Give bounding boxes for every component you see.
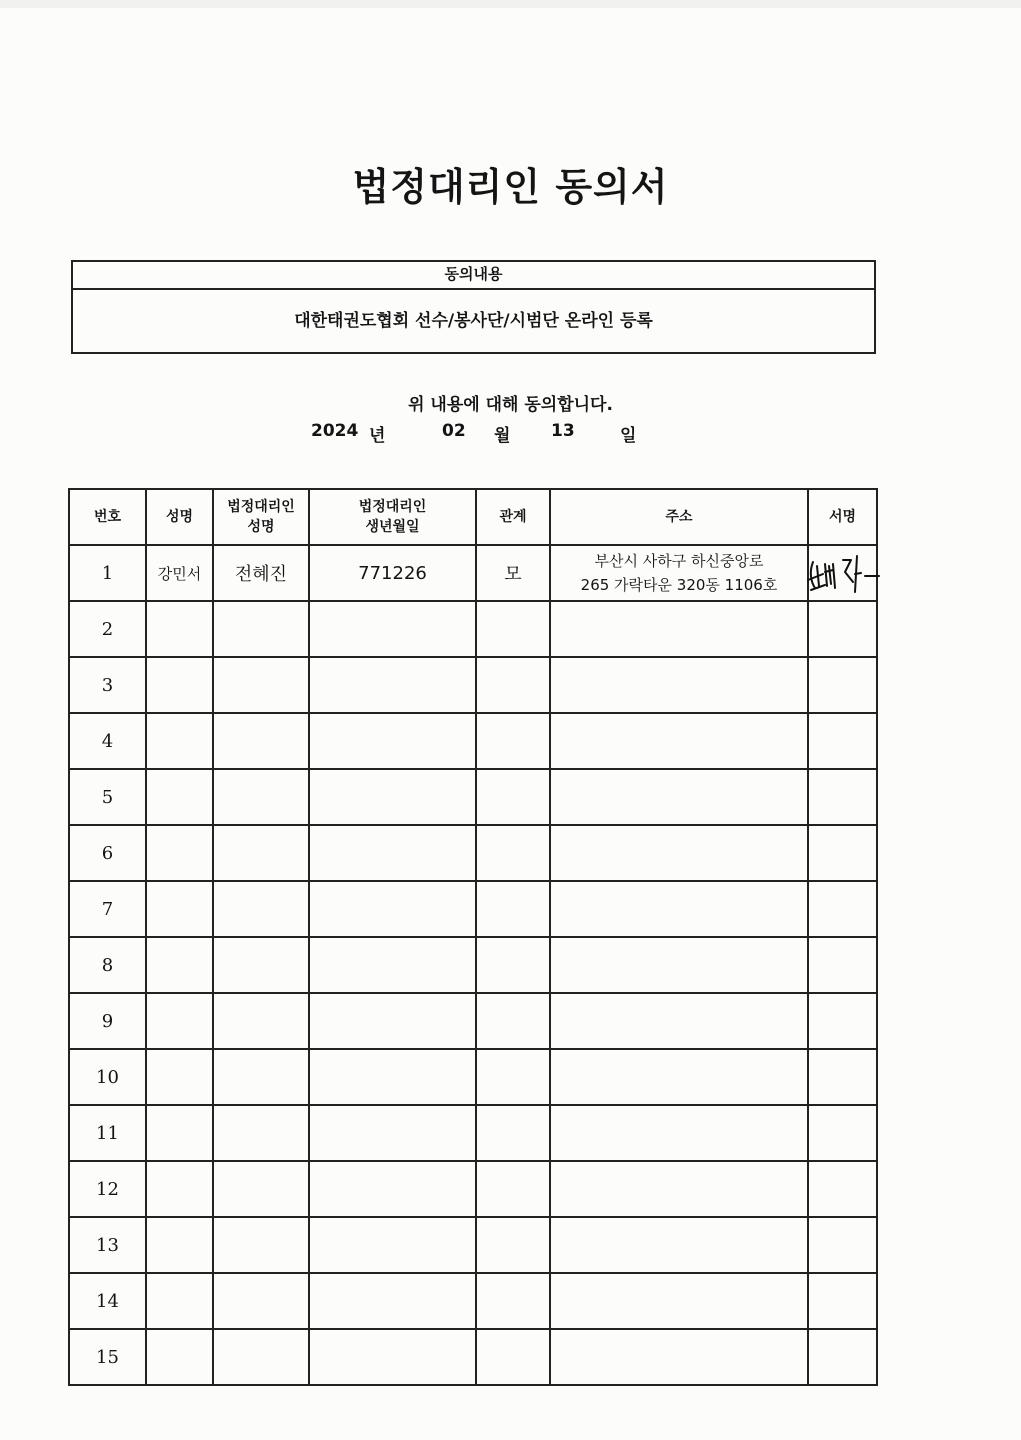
address bbox=[550, 1329, 808, 1385]
guardian-birth bbox=[309, 1273, 476, 1329]
signature-cell bbox=[808, 993, 877, 1049]
header-guardian-name-line1: 법정대리인 bbox=[227, 499, 295, 515]
guardian-birth bbox=[309, 1161, 476, 1217]
relation bbox=[476, 1105, 550, 1161]
page-title: 법정대리인 동의서 bbox=[352, 165, 669, 209]
guardian-birth bbox=[309, 657, 476, 713]
guardian-name bbox=[213, 881, 309, 937]
relation: 모 bbox=[476, 545, 550, 601]
address-line2: 265 가락타운 320동 1106호 bbox=[580, 576, 778, 594]
student-name bbox=[146, 937, 213, 993]
guardian-birth bbox=[309, 1049, 476, 1105]
agreement-statement: 위 내용에 대해 동의합니다. bbox=[408, 395, 613, 415]
guardian-birth: 771226 bbox=[309, 545, 476, 601]
date-month-label: 월 bbox=[494, 426, 511, 446]
row-number: 5 bbox=[69, 769, 146, 825]
header-address: 주소 bbox=[550, 489, 808, 545]
student-name bbox=[146, 713, 213, 769]
guardian-name bbox=[213, 937, 309, 993]
row-number: 9 bbox=[69, 993, 146, 1049]
table-row bbox=[69, 1329, 877, 1385]
table-row bbox=[69, 769, 877, 825]
address bbox=[550, 1049, 808, 1105]
guardian-name bbox=[213, 1161, 309, 1217]
header-guardian-birth bbox=[309, 489, 476, 545]
header-guardian-birth-line1: 법정대리인 bbox=[358, 499, 427, 515]
date-year: 2024 bbox=[311, 421, 359, 441]
student-name bbox=[146, 1049, 213, 1105]
relation bbox=[476, 825, 550, 881]
student-name bbox=[146, 657, 213, 713]
row-number: 6 bbox=[69, 825, 146, 881]
table-row bbox=[69, 1161, 877, 1217]
relation bbox=[476, 993, 550, 1049]
guardian-birth bbox=[309, 601, 476, 657]
student-name bbox=[146, 1105, 213, 1161]
address-line1: 부산시 사하구 하신중앙로 bbox=[594, 552, 764, 570]
relation bbox=[476, 1161, 550, 1217]
relation bbox=[476, 1329, 550, 1385]
address bbox=[550, 1105, 808, 1161]
table-row bbox=[69, 601, 877, 657]
header-no: 번호 bbox=[69, 489, 146, 545]
address bbox=[550, 713, 808, 769]
table-row bbox=[69, 1217, 877, 1273]
row-number: 8 bbox=[69, 937, 146, 993]
consent-header: 동의내용 bbox=[73, 262, 874, 290]
relation bbox=[476, 713, 550, 769]
signature-cell bbox=[808, 937, 877, 993]
header-signature: 서명 bbox=[808, 489, 877, 545]
row-number: 13 bbox=[69, 1217, 146, 1273]
address bbox=[550, 937, 808, 993]
relation bbox=[476, 937, 550, 993]
relation bbox=[476, 1049, 550, 1105]
relation bbox=[476, 601, 550, 657]
signature-cell bbox=[808, 1273, 877, 1329]
guardian-name bbox=[213, 769, 309, 825]
header-name: 성명 bbox=[146, 489, 213, 545]
consent-content-box bbox=[71, 260, 876, 354]
date-month: 02 bbox=[442, 421, 466, 441]
address bbox=[550, 601, 808, 657]
table-row bbox=[69, 657, 877, 713]
header-guardian-name-line2: 성명 bbox=[247, 519, 275, 535]
table-row bbox=[69, 1273, 877, 1329]
address bbox=[550, 657, 808, 713]
guardian-birth bbox=[309, 881, 476, 937]
signature-cell bbox=[808, 825, 877, 881]
guardian-name bbox=[213, 601, 309, 657]
address bbox=[550, 993, 808, 1049]
table-row bbox=[69, 993, 877, 1049]
date-day-label: 일 bbox=[620, 426, 637, 446]
date-year-label: 년 bbox=[369, 426, 386, 446]
signature-cell bbox=[808, 1329, 877, 1385]
row-number: 10 bbox=[69, 1049, 146, 1105]
student-name bbox=[146, 769, 213, 825]
consent-body: 대한태권도협회 선수/봉사단/시범단 온라인 등록 bbox=[294, 311, 653, 331]
signature-cell bbox=[808, 1161, 877, 1217]
row-number: 3 bbox=[69, 657, 146, 713]
guardian-name bbox=[213, 993, 309, 1049]
table-row bbox=[69, 1105, 877, 1161]
guardian-name bbox=[213, 713, 309, 769]
guardian-table bbox=[68, 488, 878, 1386]
row-number: 14 bbox=[69, 1273, 146, 1329]
signature-cell bbox=[808, 657, 877, 713]
signature-icon bbox=[805, 552, 883, 598]
row-number: 2 bbox=[69, 601, 146, 657]
signature-cell bbox=[808, 1049, 877, 1105]
row-number: 1 bbox=[69, 545, 146, 601]
signature-cell bbox=[808, 1217, 877, 1273]
relation bbox=[476, 1273, 550, 1329]
address bbox=[550, 1217, 808, 1273]
signature-cell bbox=[808, 601, 877, 657]
table-row bbox=[69, 825, 877, 881]
guardian-name bbox=[213, 657, 309, 713]
student-name bbox=[146, 1329, 213, 1385]
guardian-birth bbox=[309, 1105, 476, 1161]
relation bbox=[476, 769, 550, 825]
guardian-name: 전혜진 bbox=[213, 545, 309, 601]
table-row bbox=[69, 1049, 877, 1105]
student-name bbox=[146, 881, 213, 937]
guardian-name bbox=[213, 1329, 309, 1385]
student-name bbox=[146, 1273, 213, 1329]
address bbox=[550, 825, 808, 881]
signature-cell bbox=[808, 713, 877, 769]
guardian-birth bbox=[309, 825, 476, 881]
row-number: 4 bbox=[69, 713, 146, 769]
guardian-birth bbox=[309, 937, 476, 993]
guardian-birth bbox=[309, 993, 476, 1049]
guardian-birth bbox=[309, 1217, 476, 1273]
row-number: 11 bbox=[69, 1105, 146, 1161]
student-name bbox=[146, 1217, 213, 1273]
student-name bbox=[146, 601, 213, 657]
address bbox=[550, 1273, 808, 1329]
address bbox=[550, 769, 808, 825]
relation bbox=[476, 881, 550, 937]
guardian-birth bbox=[309, 713, 476, 769]
signature-cell bbox=[808, 545, 877, 601]
header-relation: 관계 bbox=[476, 489, 550, 545]
student-name bbox=[146, 993, 213, 1049]
address bbox=[550, 1161, 808, 1217]
header-guardian-birth-line2: 생년월일 bbox=[365, 519, 420, 535]
student-name bbox=[146, 1161, 213, 1217]
date-day: 13 bbox=[551, 421, 575, 441]
table-row bbox=[69, 713, 877, 769]
signature-cell bbox=[808, 1105, 877, 1161]
row-number: 12 bbox=[69, 1161, 146, 1217]
guardian-name bbox=[213, 1273, 309, 1329]
guardian-name bbox=[213, 1105, 309, 1161]
guardian-name bbox=[213, 1217, 309, 1273]
address bbox=[550, 545, 808, 601]
header-guardian-name bbox=[213, 489, 309, 545]
guardian-birth bbox=[309, 769, 476, 825]
address bbox=[550, 881, 808, 937]
table-header-row bbox=[69, 489, 877, 545]
student-name: 강민서 bbox=[146, 545, 213, 601]
table-row bbox=[69, 545, 877, 601]
table-row bbox=[69, 881, 877, 937]
guardian-name bbox=[213, 1049, 309, 1105]
relation bbox=[476, 1217, 550, 1273]
row-number: 15 bbox=[69, 1329, 146, 1385]
row-number: 7 bbox=[69, 881, 146, 937]
table-row bbox=[69, 937, 877, 993]
guardian-birth bbox=[309, 1329, 476, 1385]
student-name bbox=[146, 825, 213, 881]
guardian-name bbox=[213, 825, 309, 881]
signature-cell bbox=[808, 769, 877, 825]
relation bbox=[476, 657, 550, 713]
signature-cell bbox=[808, 881, 877, 937]
